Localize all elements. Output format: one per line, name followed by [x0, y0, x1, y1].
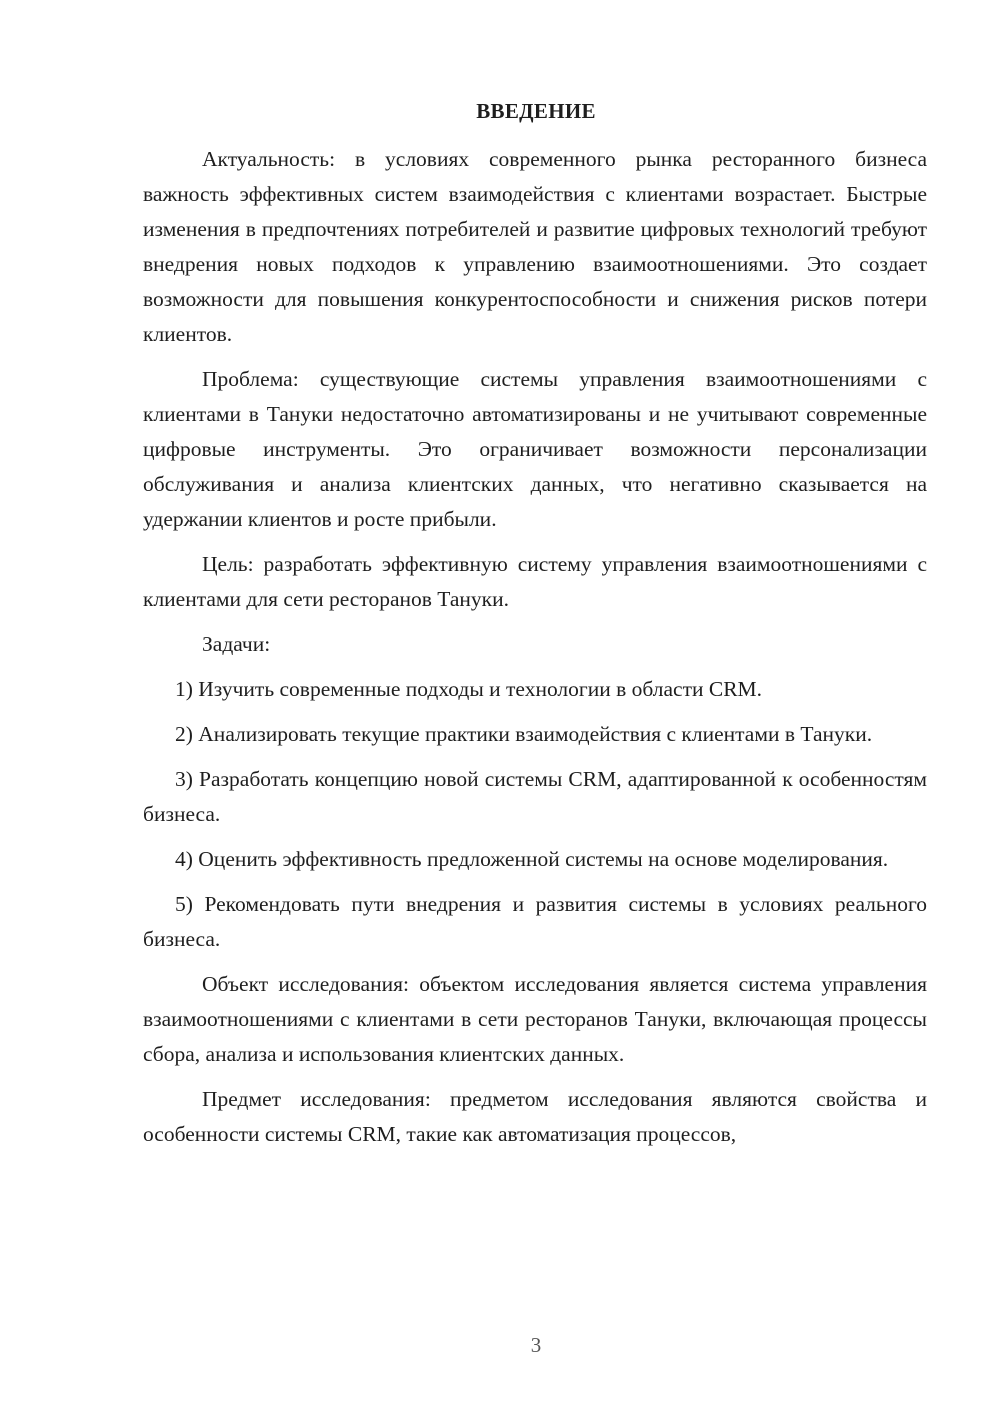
- paragraph-problem: Проблема: существующие системы управления взаимоотношениями с клиентами в Тануки недостаточно автоматизированы и не учитывают современные цифровые инструменты. Это ограничивает возможности персонализации обслуживания и анализа клиентских данных, что негативно сказывается на удержании клиентов и росте прибыли.: [143, 367, 927, 531]
- paragraph-object: Объект исследования: объектом исследования является система управления взаимоотношениями с клиентами в сети ресторанов Тануки, включающая процессы сбора, анализа и использования клиентских данных.: [143, 972, 927, 1066]
- paragraph-relevance: Актуальность: в условиях современного рынка ресторанного бизнеса важность эффективных систем взаимодействия с клиентами возрастает. Быстрые изменения в предпочтениях потребителей и развитие цифровых технологий требуют внедрения новых подходов к управлению взаимоотношениями. Это создает возможности для повышения конкурентоспособности и снижения рисков потери клиентов.: [143, 147, 927, 346]
- task-item: 1) Изучить современные подходы и технологии в области CRM.: [175, 677, 763, 701]
- section-heading: ВВЕДЕНИЕ: [476, 99, 596, 123]
- task-item: 3) Разработать концепцию новой системы CRM, адаптированной к особенностям бизнеса.: [143, 767, 927, 826]
- paragraph-goal: Цель: разработать эффективную систему управления взаимоотношениями с клиентами для сети ресторанов Тануки.: [143, 552, 927, 611]
- task-item: 5) Рекомендовать пути внедрения и развития системы в условиях реального бизнеса.: [143, 892, 927, 951]
- task-item: 2) Анализировать текущие практики взаимодействия с клиентами в Тануки.: [175, 722, 873, 746]
- paragraph-subject: Предмет исследования: предметом исследования являются свойства и особенности системы CRM, такие как автоматизация процессов,: [143, 1087, 927, 1146]
- task-item: 4) Оценить эффективность предложенной системы на основе моделирования.: [175, 847, 889, 871]
- paragraph-tasks-label: Задачи:: [202, 632, 271, 656]
- body-text: [143, 142, 927, 1162]
- page-number: 3: [530, 1333, 542, 1357]
